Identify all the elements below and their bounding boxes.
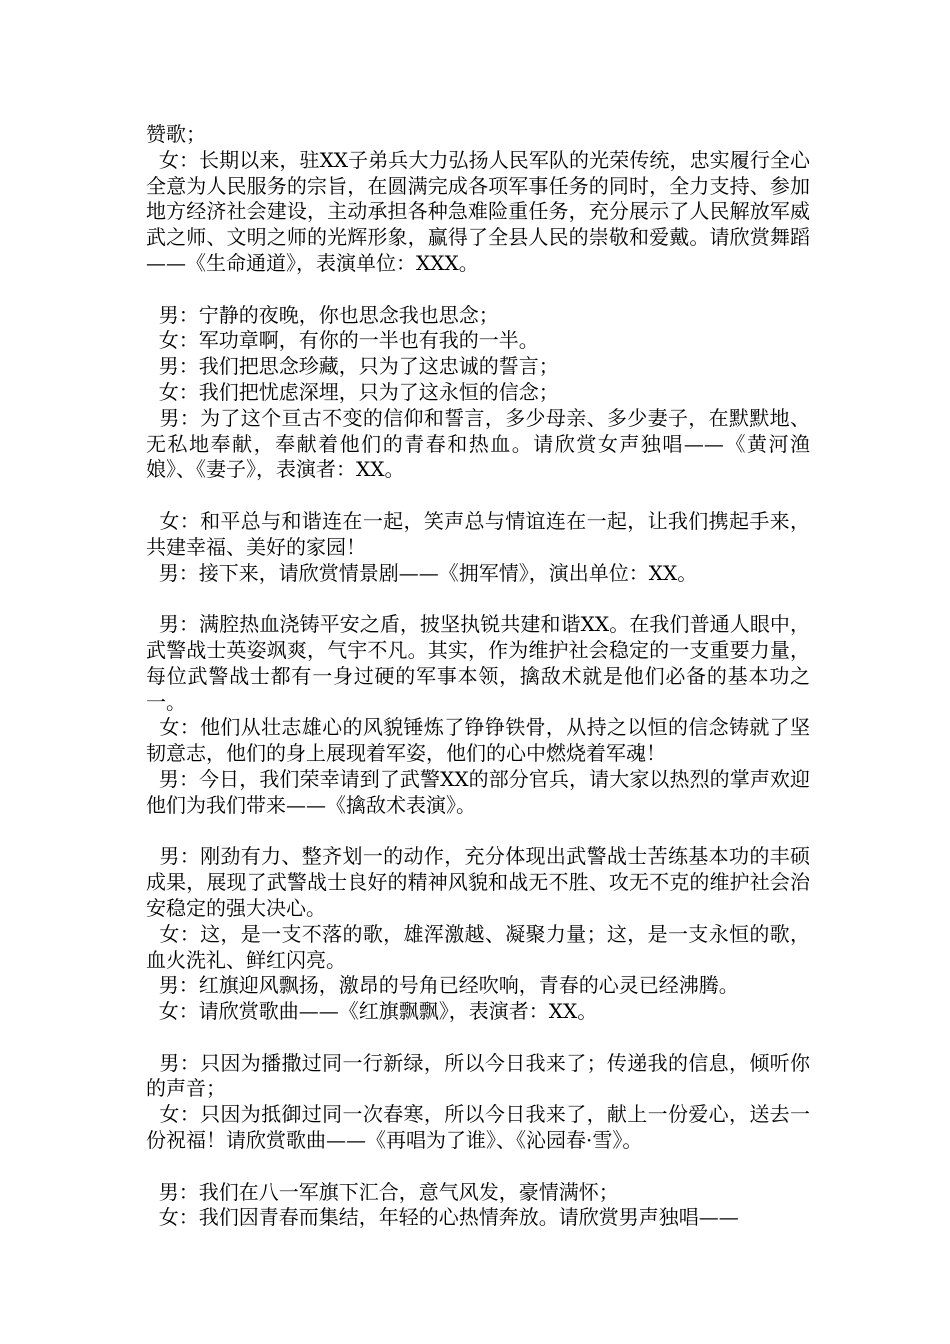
- script-line: 女：军功章啊，有你的一半也有我的一半。: [146, 328, 539, 353]
- document-body: [146, 122, 810, 1231]
- paragraph-gap: [146, 1025, 810, 1051]
- script-line: 男：今日，我们荣幸请到了武警XX的部分官兵，请大家以热烈的掌声欢迎他们为我们带来——《擒敌术表演》。: [146, 766, 810, 817]
- script-line: 女：长期以来，驻XX子弟兵大力弘扬人民军队的光荣传统，忠实履行全心全意为人民服务的宗旨，在圆满完成各项军事任务的同时，全力支持、参加地方经济社会建设，主动承担各种急难险重任务，充分展示了人民解放军威武之师、文明之师的光辉形象，赢得了全县人民的崇敬和爱戴。请欣赏舞蹈——《生命通道》，表演单位：XXX。: [146, 147, 810, 275]
- script-line: 男：宁静的夜晚，你也思念我也思念；: [146, 302, 499, 327]
- script-line: 男：只因为播撒过同一行新绿，所以今日我来了；传递我的信息，倾听你的声音；: [146, 1050, 811, 1101]
- script-line: 女：这，是一支不落的歌，雄浑激越、凝聚力量；这，是一支永恒的歌，血火洗礼、鲜红闪亮。: [146, 921, 811, 972]
- paragraph-gap: [146, 586, 810, 612]
- script-line: 男：我们把思念珍藏，只为了这忠诚的誓言；: [146, 354, 559, 379]
- script-line: 女：和平总与和谐连在一起，笑声总与情谊连在一起，让我们携起手来，共建幸福、美好的家园！: [146, 508, 811, 559]
- script-line: 男：刚劲有力、整齐划一的动作，充分体现出武警战士苦练基本功的丰硕成果，展现了武警战士良好的精神风貌和战无不胜、攻无不克的维护社会治安稳定的强大决心。: [146, 844, 811, 920]
- script-line: 男：红旗迎风飘扬，激昂的号角已经吹响，青春的心灵已经沸腾。: [146, 973, 739, 998]
- script-line: 女：请欣赏歌曲——《红旗飘飘》，表演者：XX。: [146, 999, 598, 1024]
- paragraph-gap: [146, 819, 810, 845]
- paragraph-gap: [146, 483, 810, 509]
- script-line: 男：接下来，请欣赏情景剧——《拥军情》，演出单位：XX。: [146, 560, 698, 585]
- paragraph-gap: [146, 277, 810, 303]
- script-line: 女：我们因青春而集结，年轻的心热情奔放。请欣赏男声独唱——: [146, 1205, 739, 1230]
- script-line: 女：只因为抵御过同一次春寒，所以今日我来了，献上一份爱心，送去一份祝福！请欣赏歌曲——《再唱为了谁》、《沁园春·雪》。: [146, 1102, 811, 1153]
- paragraph-gap: [146, 1154, 810, 1180]
- script-line: 男：满腔热血浇铸平安之盾，披坚执锐共建和谐XX。在我们普通人眼中，武警战士英姿飒爽，气宇不凡。其实，作为维护社会稳定的一支重要力量，每位武警战士都有一身过硬的军事本领，擒敌术就是他们必备的基本功之一。: [146, 612, 810, 714]
- script-line: 男：为了这个亘古不变的信仰和誓言，多少母亲、多少妻子，在默默地、无私地奉献，奉献着他们的青春和热血。请欣赏女声独唱——《黄河渔娘》、《妻子》，表演者：XX。: [146, 405, 811, 482]
- script-line: 男：我们在八一军旗下汇合，意气风发，豪情满怀；: [146, 1179, 619, 1204]
- script-line: 女：我们把忧虑深埋，只为了这永恒的信念；: [146, 379, 559, 404]
- script-line: 赞歌；: [146, 122, 206, 146]
- script-line: 女：他们从壮志雄心的风貌锤炼了铮铮铁骨，从持之以恒的信念铸就了坚韧意志，他们的身上展现着军姿，他们的心中燃烧着军魂！: [146, 715, 811, 766]
